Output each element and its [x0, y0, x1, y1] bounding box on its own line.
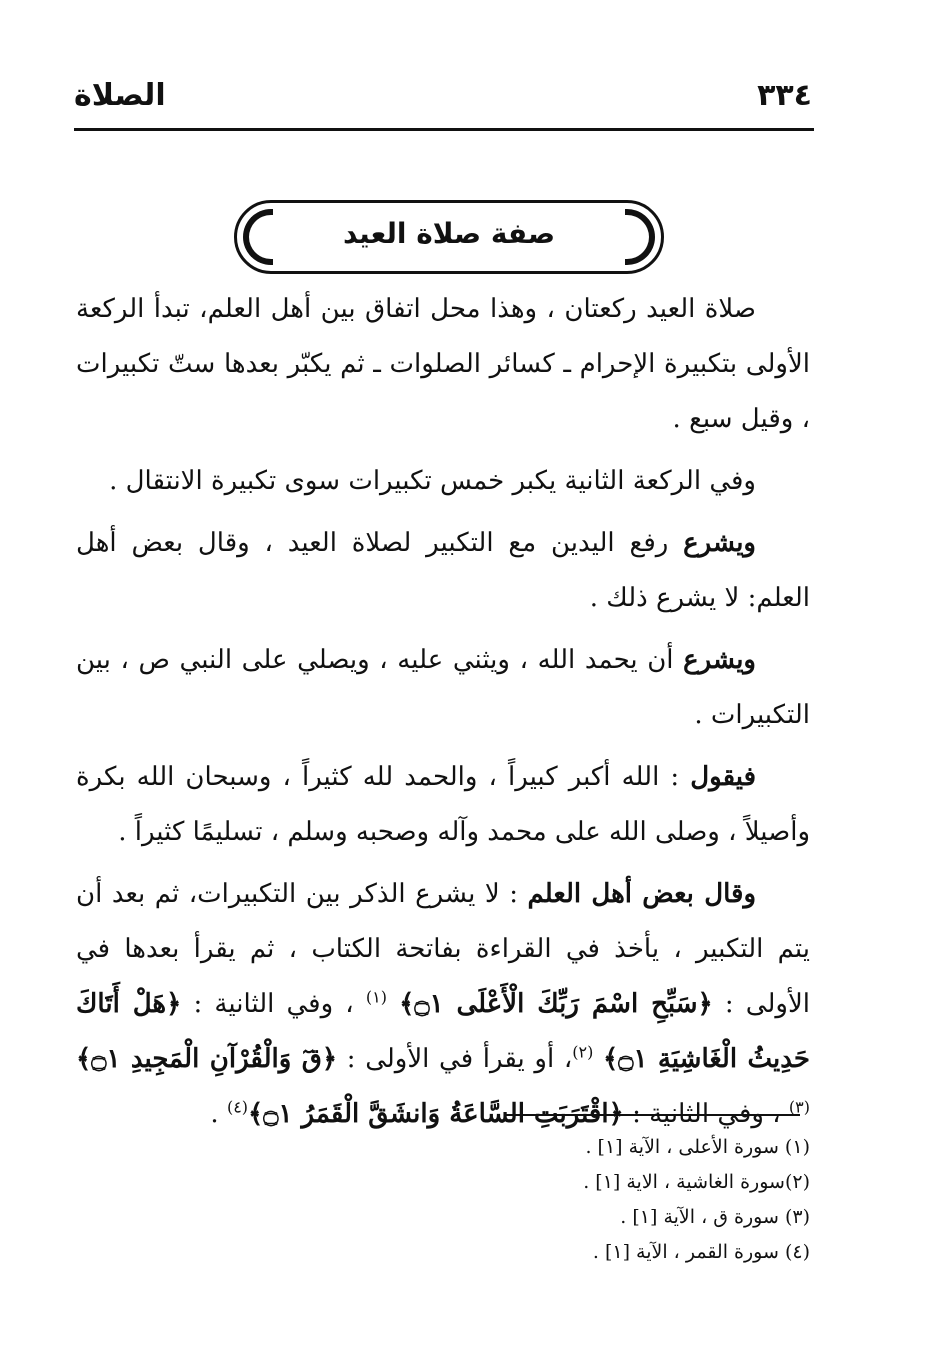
paragraph-5-text: : الله أكبر كبيراً ، والحمد لله كثيراً ، وسبحان الله بكرة وأصيلاً ، وصلى الله على محمد وآله وصحبه وسلم ، تسليمًا كثيراً . — [76, 762, 810, 847]
paragraph-4-lead: ويشرع — [683, 645, 756, 675]
paragraph-5-lead: فيقول — [690, 762, 756, 792]
quran-verse-3: ﴿قٓ وَالْقُرْآنِ الْمَجِيدِ ۝١﴾ — [76, 1044, 338, 1074]
paragraph-6-text-b: ، وفي الثانية : — [181, 989, 366, 1019]
footnote-ref-3[interactable]: (٣) — [788, 1097, 810, 1117]
paragraph-3-lead: ويشرع — [683, 528, 756, 558]
paragraph-6-text-c: ، أو يقرأ في الأولى : — [337, 1044, 573, 1074]
paragraph-4-text: أن يحمد الله ، ويثني عليه ، ويصلي على النبي ص ، بين التكبيرات . — [76, 645, 810, 730]
running-title: الصلاة — [74, 78, 166, 113]
paragraph-2: وفي الركعة الثانية يكبر خمس تكبيرات سوى تكبيرة الانتقال . — [109, 466, 756, 496]
section-title-frame — [234, 200, 664, 274]
body-text — [76, 282, 810, 1142]
paragraph-1: صلاة العيد ركعتان ، وهذا محل اتفاق بين أهل العلم، تبدأ الركعة الأولى بتكبيرة الإحرام ـ كسائر الصلوات ـ ثم يكبّر بعدها ستّ تكبيرات ، وقيل سبع . — [76, 294, 810, 434]
footnote-ref-1[interactable]: (١) — [365, 987, 387, 1007]
quran-verse-2: ﴿هَلْ أَتَاكَ حَدِيثُ الْغَاشِيَةِ ۝١﴾ — [76, 989, 810, 1074]
paragraph-6 — [76, 867, 810, 1142]
footnote-3: (٣) سورة ق ، الآية [١] . — [620, 1206, 810, 1228]
footnote-4: (٤) سورة القمر ، الآية [١] . — [592, 1241, 810, 1263]
footnote-ref-4[interactable]: (٤) — [226, 1097, 249, 1117]
footnotes — [390, 1130, 810, 1270]
paragraph-6-lead: وقال بعض أهل العلم — [527, 879, 756, 909]
paragraph-3 — [76, 516, 810, 626]
page-header — [74, 78, 812, 122]
footnote-rule — [506, 1114, 800, 1116]
header-rule — [74, 128, 814, 131]
quran-verse-1: ﴿سَبِّحِ اسْمَ رَبِّكَ الْأَعْلَى ۝١﴾ — [399, 989, 713, 1019]
quran-verse-4: ﴿اقْتَرَبَتِ السَّاعَةُ وَانشَقَّ الْقَمَرُ ۝١﴾ — [248, 1099, 624, 1129]
footnote-2: (٢)سورة الغاشية ، الاية [١] . — [583, 1171, 810, 1193]
footnote-ref-2[interactable]: (٢) — [572, 1042, 594, 1062]
section-title: صفة صلاة العيد — [342, 217, 556, 250]
paragraph-5 — [76, 750, 810, 860]
page-number: ٣٣٤ — [757, 78, 812, 113]
paragraph-6-text-a: : لا يشرع الذكر بين التكبيرات، ثم بعد أن يتم التكبير ، يأخذ في القراءة بفاتحة الكتاب ، ثم يقرأ بعدها في الأولى : — [76, 879, 811, 1019]
paragraph-6-text-e: . — [210, 1099, 227, 1129]
paragraph-6-text-d: ، وفي الثانية : — [623, 1099, 789, 1129]
footnote-1: (١) سورة الأعلى ، الآية [١] . — [585, 1136, 810, 1158]
paragraph-3-text: رفع اليدين مع التكبير لصلاة العيد ، وقال بعض أهل العلم: لا يشرع ذلك . — [76, 528, 810, 613]
paragraph-4 — [76, 633, 810, 743]
